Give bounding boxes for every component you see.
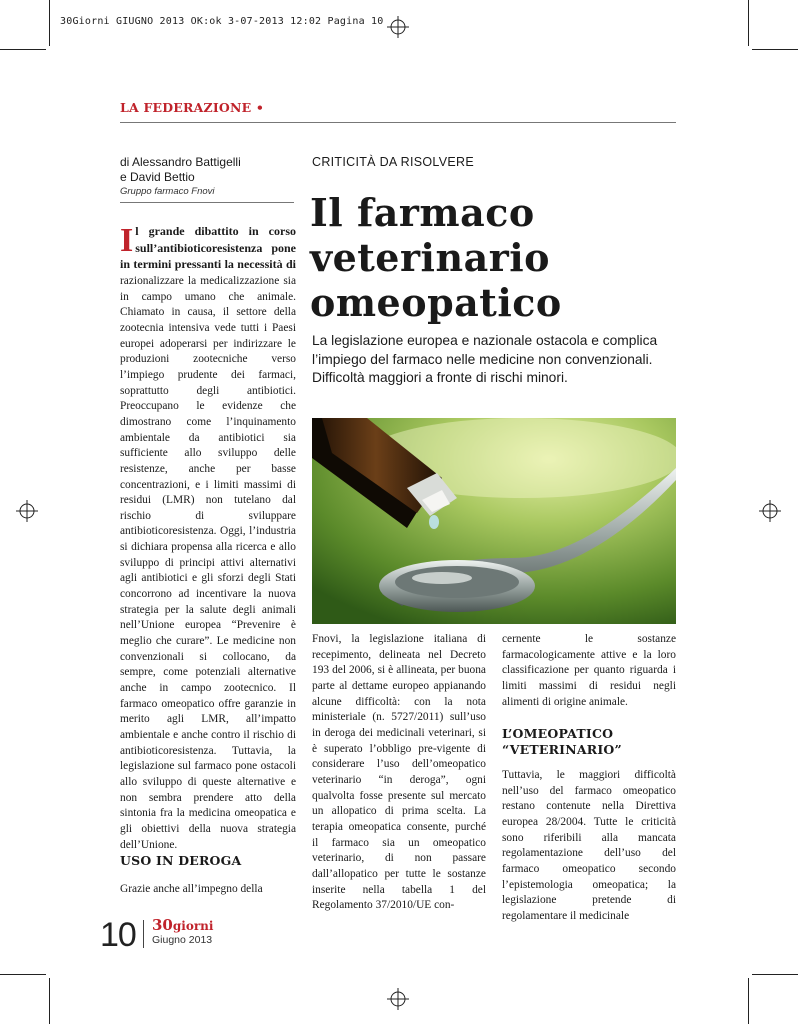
crop-mark xyxy=(0,974,46,975)
author-line: di Alessandro Battigelli xyxy=(120,155,241,169)
standfirst: La legislazione europea e nazionale ostacola e complica l’impiego del farmaco nelle medicine non convenzionali. Difficoltà maggiori a fronte di rischi minori. xyxy=(312,333,658,385)
crop-mark xyxy=(0,49,46,50)
crop-mark xyxy=(752,49,798,50)
author-group: Gruppo farmaco Fnovi xyxy=(120,186,215,197)
dropper-spoon-illustration xyxy=(312,418,676,624)
article-photo xyxy=(312,418,676,624)
registration-mark-icon xyxy=(759,500,781,522)
body-text: Tuttavia, le maggiori difficoltà nell’uso del farmaco omeopatico restano contenute nella Direttiva europea 28/2004. Tutte le criticità sono riferibili alla mancata regolamentazione dell’uso del farmaco omeopatico secondo l’epistemologia omeopatica; la legislazione pretende di regolamentare il medicinale xyxy=(502,769,676,922)
crop-mark xyxy=(748,0,749,46)
magazine-logo xyxy=(152,915,213,934)
author-line: e David Bettio xyxy=(120,170,195,184)
section-label: LA FEDERAZIONE • xyxy=(120,100,265,115)
registration-mark-icon xyxy=(387,16,409,38)
logo-number: 30 xyxy=(152,916,173,934)
headline-line: Il farmaco xyxy=(310,190,535,235)
lead-text: l grande dibattito in corso sull’antibioticoresistenza pone in termini pressanti la necessità di xyxy=(120,224,296,272)
headline-line: omeopatico xyxy=(310,280,562,325)
subheading-line: “VETERINARIO” xyxy=(502,742,622,757)
logo-word: giorni xyxy=(172,919,214,933)
footer-divider xyxy=(143,920,144,948)
registration-mark-icon xyxy=(16,500,38,522)
body-column-1 xyxy=(120,224,296,853)
kicker: CRITICITÀ DA RISOLVERE xyxy=(312,155,474,169)
headline-line: veterinario xyxy=(310,235,550,280)
section-divider xyxy=(120,122,676,123)
subheading-omeopatico-veterinario xyxy=(502,726,676,758)
crop-mark xyxy=(49,0,50,46)
crop-mark xyxy=(752,974,798,975)
registration-mark-icon xyxy=(387,988,409,1010)
body-column-3: cernente le sostanze farmacologicamente attive e la loro classificazione per quanto riguarda i limiti massimi di residui negli alimenti di origine animale. xyxy=(502,633,676,708)
crop-mark xyxy=(49,978,50,1024)
print-slug: 30Giorni GIUGNO 2013 OK:ok 3-07-2013 12:02 Pagina 10 xyxy=(60,16,384,27)
headline xyxy=(310,190,562,325)
drop-cap: I xyxy=(120,222,134,259)
crop-mark xyxy=(748,978,749,1024)
byline-divider xyxy=(120,202,294,203)
body-text: razionalizzare la medicalizzazione sia in campo umano che animale. Chiamato in causa, il settore della zootecnia intensiva vede tutti i Paesi europei adoperarsi per indirizzare le produzioni zootecniche verso l’impiego prudente dei farmaci, soprattutto degli antibiotici. Preoccupano le evidenze che dimostrano come l’inquinamento ambientale da antibiotici sia sufficiente allo sviluppo delle resistenze, anche per basse concentrazioni, e i limiti massimi di residui (LMR) non tutelano dal rischio di sviluppare antibioticoresistenza. Oggi, l’industria si dichiara propensa alla ricerca e allo sviluppo di principi attivi alternativi agli antibiotici e gli sforzi degli Stati concorrono ad incentivare la nuova strategia per la salute degli animali nell’Unione europea “Prevenire è meglio che curare”. Le medicine non convenzionali si collocano, da sempre, come potenziali alternative anche in campo zootecnico. Il farmaco omeopatico offre garanzie in merito agli LMR, all’impatto ambientale e anche contro il rischio di antibioticoresistenza. Tuttavia, la legislazione sul farmaco pone ostacoli allo sviluppo di queste alternative e non sembra prendere atto della sintonia fra la medicina omeopatica e gli obiettivi della nuova strategia dell’Unione. xyxy=(120,274,296,851)
page-number: 10 xyxy=(100,916,136,954)
author-byline xyxy=(120,155,241,185)
body-column-2: Fnovi, la legislazione italiana di recepimento, delineata nel Decreto 193 del 2006, si è allineata, per buona parte al dettame europeo appianando alcune difficoltà: con la nota ministeriale (n. 5727/2011) sull’uso in deroga dei medicinali veterinari, si è superato l’obbligo pre-vigente di considerare l’uso dell’omeopatico veterinario “in deroga”, ogni qualvolta fosse presente sul mercato un allopatico di prima scelta. La terapia omeopatica consente, purché il farmaco sia un omeopatico veterinario, di non passare dall’allopatico per tutte le sostanze inserite nella tabella 1 del Regolamento 37/2010/UE con- xyxy=(312,633,486,912)
subheading-uso-in-deroga: USO IN DEROGA xyxy=(120,853,242,868)
issue-date: Giugno 2013 xyxy=(152,934,213,946)
body-text: Grazie anche all’impegno della xyxy=(120,883,263,895)
subheading-line: L’OMEOPATICO xyxy=(502,726,614,741)
